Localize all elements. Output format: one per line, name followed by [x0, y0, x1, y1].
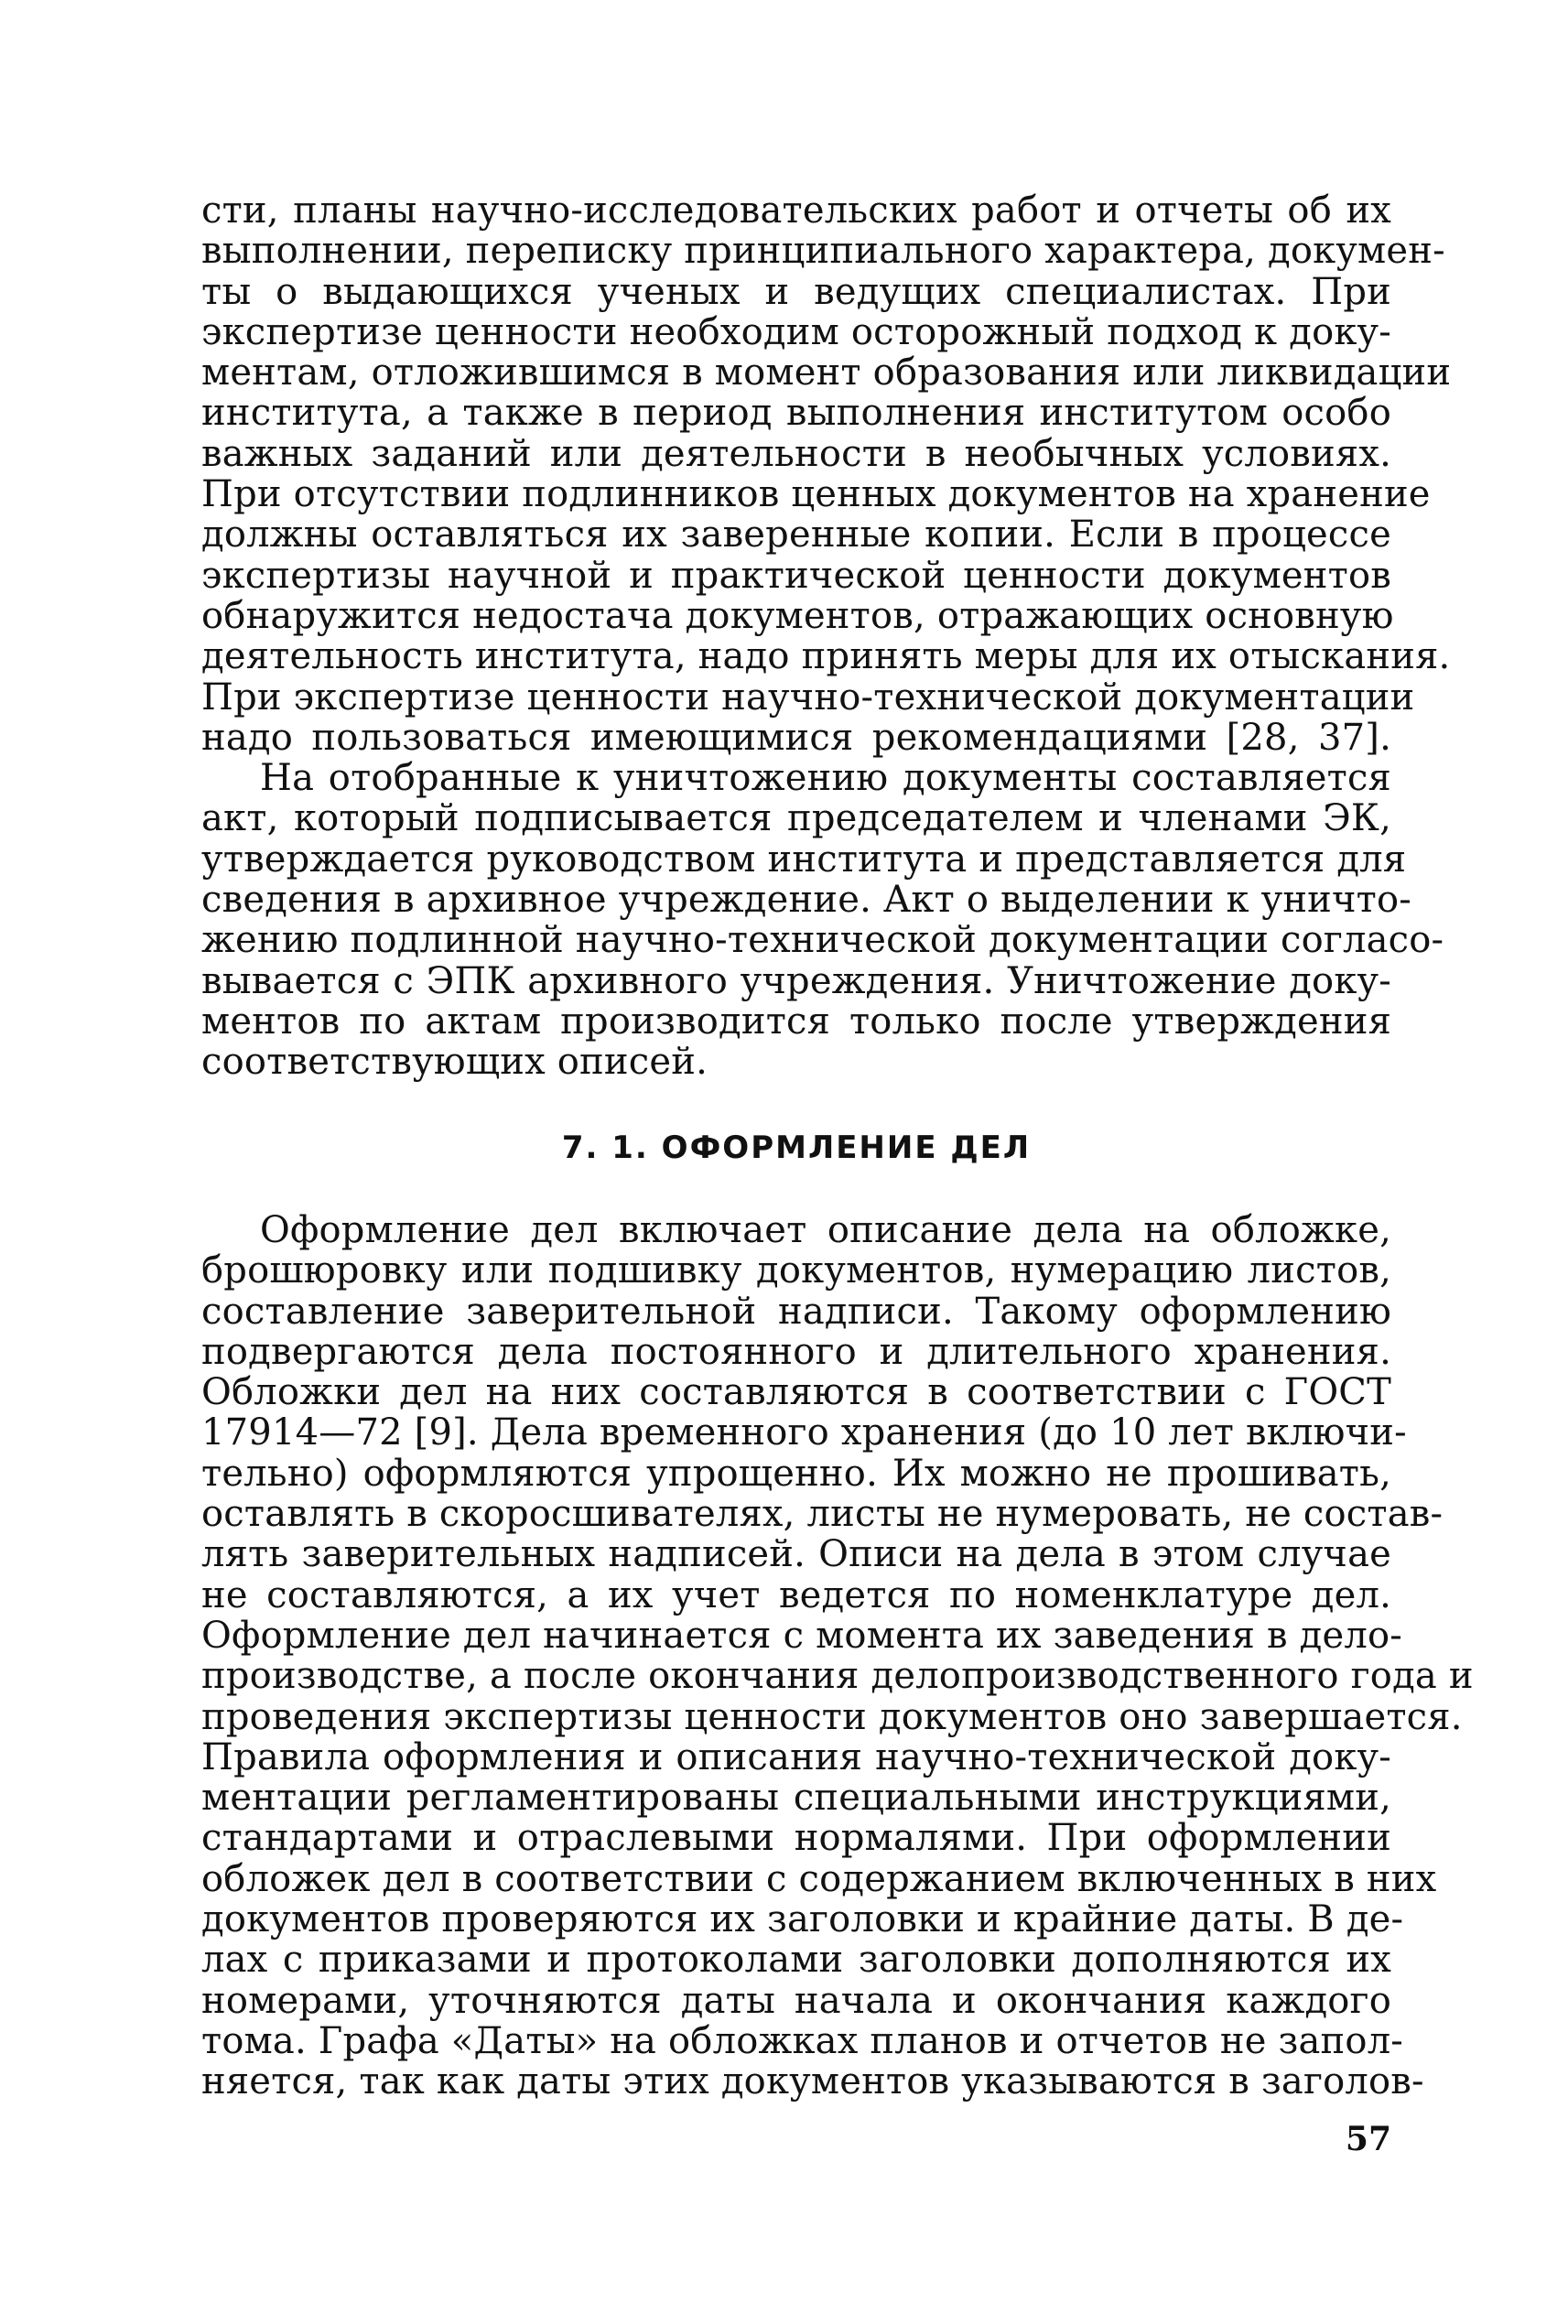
body-text-section: [201, 1209, 1474, 2103]
text-line: должны оставляться их заверенные копии. Если в процессе: [201, 513, 1391, 557]
text-line: Обложки дел на них составляются в соответствии с ГОСТ: [201, 1371, 1391, 1414]
text-line: утверждается руководством института и представляется для: [201, 838, 1407, 881]
text-line: не составляются, а их учет ведется по номенклатуре дел.: [201, 1573, 1391, 1616]
text-line: подвергаются дела постоянного и длительного хранения.: [201, 1330, 1391, 1373]
text-line: производстве, а после окончания делопроизводственного года и: [201, 1655, 1474, 1698]
text-line: тома. Графа «Даты» на обложках планов и отчетов не запол-: [201, 2019, 1404, 2062]
section-heading: 7. 1. ОФОРМЛЕНИЕ ДЕЛ: [561, 1130, 1032, 1166]
text-line: экспертизе ценности необходим осторожный подход к доку-: [201, 310, 1391, 353]
text-line: экспертизы научной и практической ценности документов: [201, 554, 1391, 597]
text-line: соответствующих описей.: [201, 1041, 708, 1084]
text-line: брошюровку или подшивку документов, нумерацию листов,: [201, 1249, 1391, 1292]
text-line: оставлять в скоросшивателях, листы не нумеровать, не состав-: [201, 1493, 1444, 1536]
text-line: 17914—72 [9]. Дела временного хранения (до 10 лет включи-: [201, 1411, 1407, 1454]
text-line: тельно) оформляются упрощенно. Их можно не прошивать,: [201, 1452, 1391, 1495]
text-line: обнаружится недостача документов, отражающих основную: [201, 594, 1394, 637]
text-line: вывается с ЭПК архивного учреждения. Уничтожение доку-: [201, 959, 1391, 1002]
text-line: надо пользоваться имеющимися рекомендациями [28, 37].: [201, 716, 1391, 759]
body-text-top: [201, 189, 1452, 1084]
text-line: документов проверяются их заголовки и крайние даты. В де-: [201, 1898, 1404, 1941]
text-line: акт, который подписывается председателем и членами ЭК,: [201, 797, 1391, 840]
text-line: Правила оформления и описания научно-технической доку-: [201, 1735, 1391, 1778]
text-line: лах с приказами и протоколами заголовки дополняются их: [201, 1939, 1391, 1982]
text-line: проведения экспертизы ценности документов оно завершается.: [201, 1695, 1463, 1738]
text-line: сти, планы научно-исследовательских работ и отчеты об их: [201, 189, 1391, 232]
text-line: сведения в архивное учреждение. Акт о выделении к уничто-: [201, 879, 1412, 922]
text-line: Оформление дел включает описание дела на обложке,: [260, 1209, 1391, 1251]
text-line: обложек дел в соответствии с содержанием включенных в них: [201, 1857, 1437, 1900]
text-line: ментов по актам производится только после утверждения: [201, 1000, 1391, 1043]
text-line: ты о выдающихся ученых и ведущих специалистах. При: [201, 270, 1391, 313]
text-line: Оформление дел начинается с момента их заведения в дело-: [201, 1614, 1402, 1657]
text-line: деятельность института, надо принять меры для их отыскания.: [201, 635, 1451, 678]
text-line: жению подлинной научно-технической документации согласо-: [201, 919, 1444, 962]
text-line: выполнении, переписку принципиального характера, докумен-: [201, 230, 1445, 273]
text-line: важных заданий или деятельности в необычных условиях.: [201, 432, 1391, 475]
page-number: 57: [1345, 2120, 1391, 2158]
text-line: ментации регламентированы специальными инструкциями,: [201, 1777, 1391, 1820]
text-line: няется, так как даты этих документов указываются в заголов-: [201, 2060, 1424, 2103]
text-line: стандартами и отраслевыми нормалями. При оформлении: [201, 1817, 1391, 1860]
text-line: института, а также в период выполнения институтом особо: [201, 392, 1391, 435]
text-line: ментам, отложившимся в момент образования или ликвидации: [201, 351, 1452, 395]
text-line: номерами, уточняются даты начала и окончания каждого: [201, 1979, 1391, 2022]
text-line: При отсутствии подлинников ценных документов на хранение: [201, 473, 1431, 516]
text-line: лять заверительных надписей. Описи на дела в этом случае: [201, 1533, 1391, 1576]
text-line: составление заверительной надписи. Такому оформлению: [201, 1290, 1391, 1333]
text-line: При экспертизе ценности научно-технической документации: [201, 676, 1415, 719]
text-line: На отобранные к уничтожению документы составляется: [260, 757, 1391, 800]
